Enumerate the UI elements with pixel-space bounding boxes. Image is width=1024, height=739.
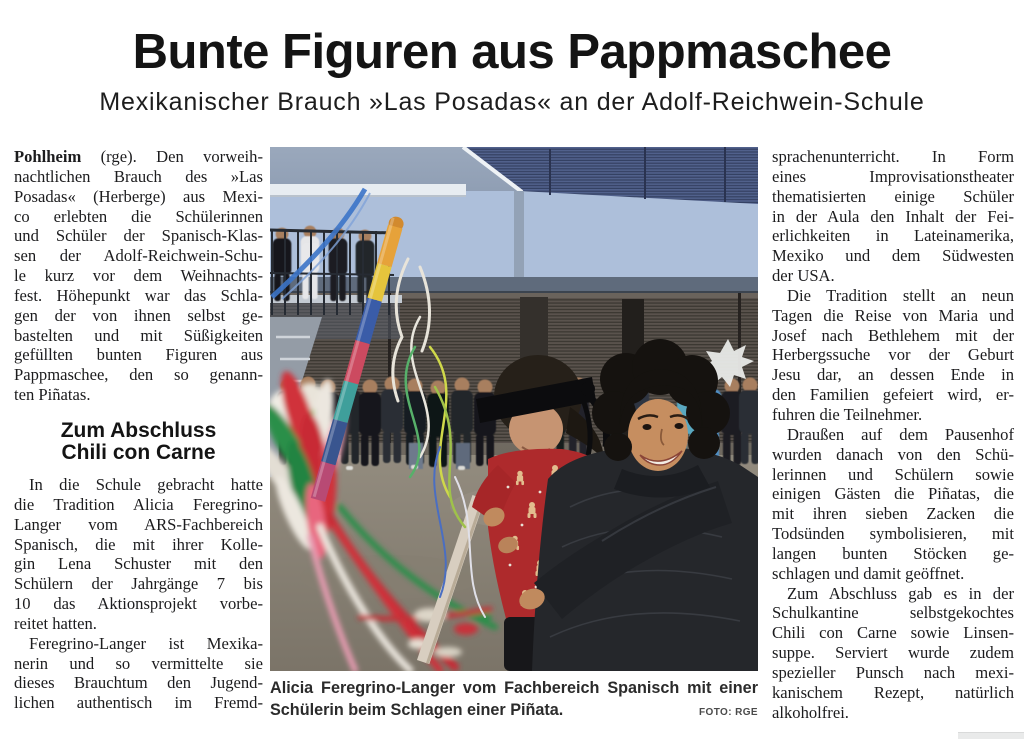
text-line: Mexiko und dem Südwesten — [772, 246, 1014, 266]
text-line: fest. Höhepunkt war das Schla- — [14, 285, 263, 305]
text-line: lerinnen und Schülern sowie — [772, 464, 1014, 484]
text-line: suppe. Serviert wurde zudem — [772, 643, 1014, 663]
text-line: Pohlheim (rge). Den vorweih- — [14, 147, 263, 166]
text-line: lichen authentisch im Fremd- — [14, 693, 263, 713]
text-line: nerin und so vermittelte sie — [14, 653, 263, 673]
text-line: Feregrino-Langer ist Mexika- — [29, 633, 263, 653]
text-line: thematisierten einige Schüler — [772, 186, 1014, 206]
text-line: In die Schule gebracht hatte — [29, 474, 263, 494]
paragraph — [772, 147, 1014, 286]
paragraph — [772, 425, 1014, 584]
text-line: der USA. — [772, 266, 835, 286]
paragraph — [14, 147, 263, 405]
text-line: gin Lena Schuster mit den — [14, 554, 263, 574]
text-line: schlagen und damit geöffnet. — [772, 563, 965, 583]
dateline-lead: Pohlheim — [14, 147, 82, 166]
text-line: in der Aula den Inhalt der Fei- — [772, 206, 1014, 226]
text-line: kanischem Rezept, natürlich — [772, 682, 1014, 702]
text-line: Chili con Carne sowie Linsen- — [772, 623, 1014, 643]
photo-illustration — [270, 147, 758, 671]
caption-line-2: Schülerin beim Schlagen einer Piñata. — [270, 701, 564, 719]
text-line: gen der von ihnen selbst ge- — [14, 305, 263, 325]
subhead-line: Zum Abschluss — [60, 418, 217, 442]
text-line: spezieller Punsch nach mexi- — [772, 662, 1014, 682]
text-line: Spanisch, die mit ihrer Kolle- — [14, 534, 263, 554]
section-subhead — [14, 420, 263, 464]
text-line: bastelten und mit Süßigkeiten — [14, 325, 263, 345]
text-line: wurden danach von den Schü- — [772, 444, 1014, 464]
text-line: sen der Adolf-Reichwein-Schu- — [14, 246, 263, 266]
text-line: erlichkeiten in Lateinamerika, — [772, 226, 1014, 246]
text-line: gefüllten bunten Figuren aus — [14, 345, 263, 365]
text-line: den Familien gefeiert wird, er- — [772, 385, 1014, 405]
text-line: reitet hatten. — [14, 613, 97, 633]
caption-line-1: Alicia Feregrino-Langer vom Fachbereich Spanisch mit einer — [270, 679, 758, 697]
paragraph — [772, 584, 1014, 723]
article-photo — [270, 147, 758, 671]
text-line: Schulkantine selbstgekochtes — [772, 603, 1014, 623]
photo-caption — [270, 677, 758, 724]
text-line: Tagen die Reise von Maria und — [772, 305, 1014, 325]
text-line: eines Improvisationstheater — [772, 166, 1014, 186]
text-line: alkoholfrei. — [772, 702, 849, 722]
text-line: Langer vom ARS-Fachbereich — [14, 514, 263, 534]
text-line: Zum Abschluss gab es in der — [787, 583, 1014, 603]
caption-credit: FOTO: RGE — [699, 707, 758, 718]
text-line: dieses Brauchtum den Jugend- — [14, 673, 263, 693]
text-line: ten Piñatas. — [14, 385, 91, 405]
text-line: Schülern der Jahrgänge 7 bis — [14, 574, 263, 594]
paragraph — [14, 475, 263, 634]
text-line: 10 das Aktionsprojekt vorbe- — [14, 594, 263, 614]
text-line: langen bunten Stöcken ge- — [772, 543, 1014, 563]
text-line: fuhren die Teilnehmer. — [772, 404, 923, 424]
text-line: Posadas« (Herberge) aus Mexi- — [14, 186, 263, 206]
text-line: einigen Gästen die Piñatas, die — [772, 484, 1014, 504]
text-line: Pappmaschee, den so genann- — [14, 365, 263, 385]
text-line: mit ihren sieben Zacken die — [772, 504, 1014, 524]
text-line: Draußen auf dem Pausenhof — [787, 424, 1014, 444]
article-column-left — [14, 147, 263, 713]
article-title: Bunte Figuren aus Pappmaschee — [132, 25, 892, 79]
text-line: die Tradition Alicia Feregrino- — [14, 494, 263, 514]
text-line: Josef nach Bethlehem mit der — [772, 325, 1014, 345]
paragraph — [14, 634, 263, 713]
text-line: nachtlichen Brauch des »Las — [14, 166, 263, 186]
subhead-line: Chili con Carne — [61, 440, 216, 464]
text-line: sprachenunterricht. In Form — [772, 147, 1014, 166]
text-line: Herbergssuche vor der Geburt — [772, 345, 1014, 365]
article-column-right — [772, 147, 1014, 722]
text-line: und Schüler der Spanisch-Klas- — [14, 226, 263, 246]
text-line: Todsünden symbolisieren, mit — [772, 524, 1014, 544]
text-line: le kurz vor dem Weihnachts- — [14, 266, 263, 286]
paragraph — [772, 286, 1014, 425]
text-line: co erlebten die Schülerinnen — [14, 206, 263, 226]
text-line: Jesu dar, an dessen Ende in — [772, 365, 1014, 385]
adjacent-content-edge — [958, 732, 1024, 739]
article-subtitle: Mexikanischer Brauch »Las Posadas« an der Adolf-Reichwein-Schule — [99, 88, 925, 116]
text-line: Die Tradition stellt an neun — [787, 285, 1014, 305]
